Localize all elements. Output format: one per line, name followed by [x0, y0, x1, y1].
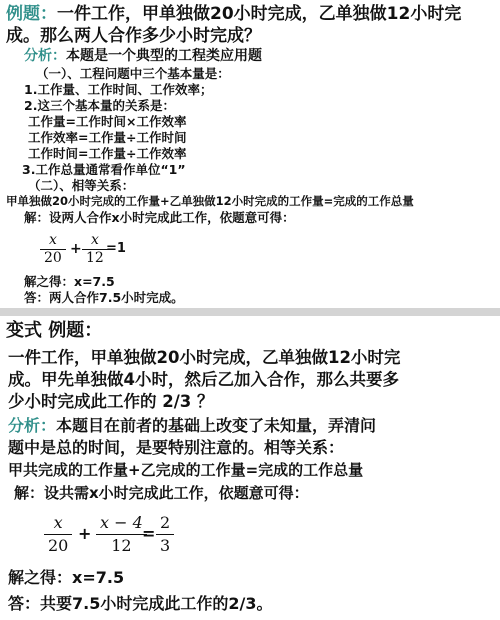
relation-3: 工作时间=工作量÷工作效率	[28, 146, 187, 161]
relation-2: 工作效率=工作量÷工作时间	[28, 130, 187, 145]
analysis-label: 分析：	[24, 48, 66, 64]
equals-one: =1	[106, 241, 126, 256]
example-1-answer: 答：两人合作7.5小时完成。	[24, 290, 184, 305]
plus-sign-v2: +	[78, 524, 92, 543]
plus-sign: +	[70, 241, 82, 257]
example-1-label: 例题：	[6, 4, 57, 24]
point-1-b: 2.这三个基本量的关系是：	[24, 98, 175, 113]
solve-setup: 解：设两人合作x小时完成此工作，依题意可得：	[24, 210, 295, 225]
example-2-label: 变式 例题：	[6, 320, 103, 341]
example-2-answer: 答：共要7.5小时完成此工作的2/3。	[8, 594, 273, 613]
point-2-heading: （二）、相等关系：	[28, 178, 135, 193]
example-1-question-line2: 成。那么两人合作多少小时完成？	[6, 26, 261, 46]
example-2-analysis-line2: 题中是总的时间，是要特别注意的。相等关系：	[8, 438, 345, 457]
example-2-section	[0, 316, 500, 620]
fraction-x-over-20: x 20	[40, 232, 66, 267]
point-1-heading: （一）、工程问题中三个基本量是：	[36, 66, 230, 81]
example-1-result: 解之得：x=7.5	[24, 274, 115, 289]
fraction-x-over-12: x 12	[82, 232, 108, 267]
section-divider	[0, 308, 500, 316]
example-2-question-line2: 成。甲先单独做4小时，然后乙加入合作，那么共要多	[8, 370, 399, 389]
fraction-2-over-3: 2 3	[156, 512, 174, 557]
relation-1: 工作量=工作时间×工作效率	[28, 114, 187, 129]
example-2-question-line3: 少小时完成此工作的 2/3 ？	[8, 392, 214, 411]
point-1-c: 3.工作总量通常看作单位“1”	[22, 162, 186, 177]
example-2-result: 解之得：x=7.5	[8, 568, 125, 587]
fraction-x-over-20-v2: x 20	[44, 512, 72, 557]
equals-sign: =	[142, 524, 156, 543]
analysis-label-2: 分析：	[8, 416, 57, 435]
equality-relation: 甲单独做20小时完成的工作量+乙单独做12小时完成的工作量=完成的工作总量	[6, 194, 414, 208]
example-2-equality: 甲共完成的工作量+乙完成的工作量=完成的工作总量	[8, 461, 364, 479]
example-2-analysis-line1: 分析：本题目在前者的基础上改变了未知量，弄清问	[8, 416, 377, 435]
example-1-question-line1: 例题：一件工作，甲单独做20小时完成，乙单独做12小时完	[6, 4, 462, 24]
example-2-question-line1: 一件工作，甲单独做20小时完成，乙单独做12小时完	[8, 348, 401, 367]
example-1-analysis: 分析：本题是一个典型的工程类应用题	[24, 48, 262, 64]
example-1-section	[0, 0, 500, 308]
fraction-x-minus-4-over-12: x − 4 12	[96, 512, 147, 557]
point-1-a: 1.工作量、工作时间、工作效率；	[24, 82, 213, 97]
example-2-solve-setup: 解：设共需x小时完成此工作，依题意可得：	[14, 484, 309, 502]
